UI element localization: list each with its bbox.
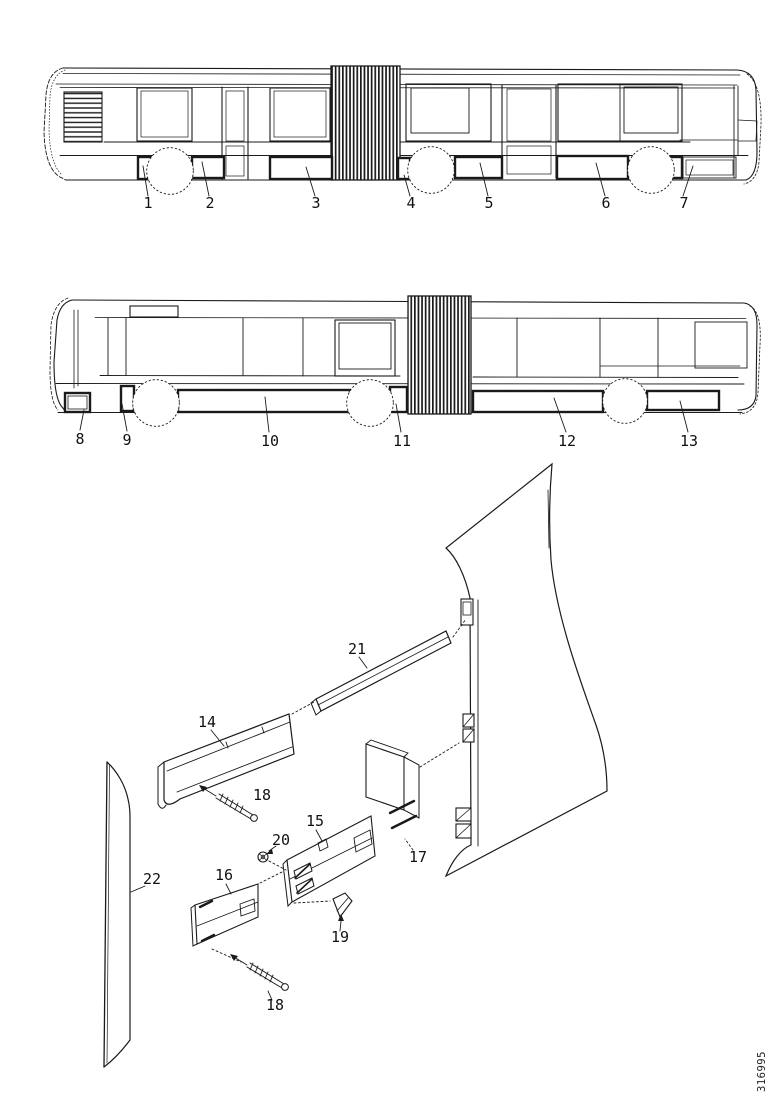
part-21-trim-strip (292, 619, 466, 715)
callout-17: 17 (408, 848, 428, 866)
callout-16: 16 (214, 866, 234, 884)
callout-8: 8 (75, 430, 85, 448)
callout-21: 21 (347, 640, 367, 658)
exploded-parts-view (104, 464, 607, 1067)
callout-leader-lines (80, 162, 693, 1000)
callout-6: 6 (601, 194, 611, 212)
skirt-panel-13 (647, 391, 719, 410)
callout-7: 7 (679, 194, 689, 212)
callout-20: 20 (271, 831, 291, 849)
engine-louvers-icon (64, 92, 102, 142)
part-17-bracket (366, 740, 459, 850)
roof-box (130, 306, 178, 317)
callout-19: 19 (330, 928, 350, 946)
bus-right-side-view (44, 66, 761, 194)
part-20-fastener (258, 846, 286, 870)
skirt-panel-2 (192, 157, 224, 178)
door-middle (502, 85, 556, 178)
figure-number: 316995 (756, 1051, 768, 1092)
part-18-screw-lower (230, 954, 288, 990)
callout-18-lower: 18 (265, 996, 285, 1014)
callout-11: 11 (392, 432, 412, 450)
part-14-skirt-panel (158, 714, 294, 808)
callout-3: 3 (311, 194, 321, 212)
part-16-bracket-panel (191, 871, 284, 962)
skirt-panel-3 (270, 157, 332, 179)
windshield-edge (74, 310, 78, 388)
skirt-panel-6 (557, 156, 628, 179)
callout-13: 13 (679, 432, 699, 450)
part-15-bracket-panel (283, 816, 375, 906)
part-18-screw-upper (199, 785, 257, 821)
callout-10: 10 (260, 432, 280, 450)
callout-4: 4 (406, 194, 416, 212)
part-body-side-panel (446, 464, 607, 876)
callout-12: 12 (557, 432, 577, 450)
callout-9: 9 (122, 431, 132, 449)
callout-18-upper: 18 (252, 786, 272, 804)
skirt-panel-10 (178, 390, 350, 412)
articulation-bellows (331, 66, 400, 180)
callout-15: 15 (305, 812, 325, 830)
callout-5: 5 (484, 194, 494, 212)
skirt-panel-5 (455, 157, 502, 178)
callout-14: 14 (197, 713, 217, 731)
callout-2: 2 (205, 194, 215, 212)
part-22-pillar-trim (104, 762, 130, 1067)
articulation-bellows (408, 296, 471, 414)
callout-1: 1 (143, 194, 153, 212)
bus-left-side-view (50, 296, 760, 426)
skirt-panel-12 (473, 391, 603, 412)
callout-22: 22 (142, 870, 162, 888)
